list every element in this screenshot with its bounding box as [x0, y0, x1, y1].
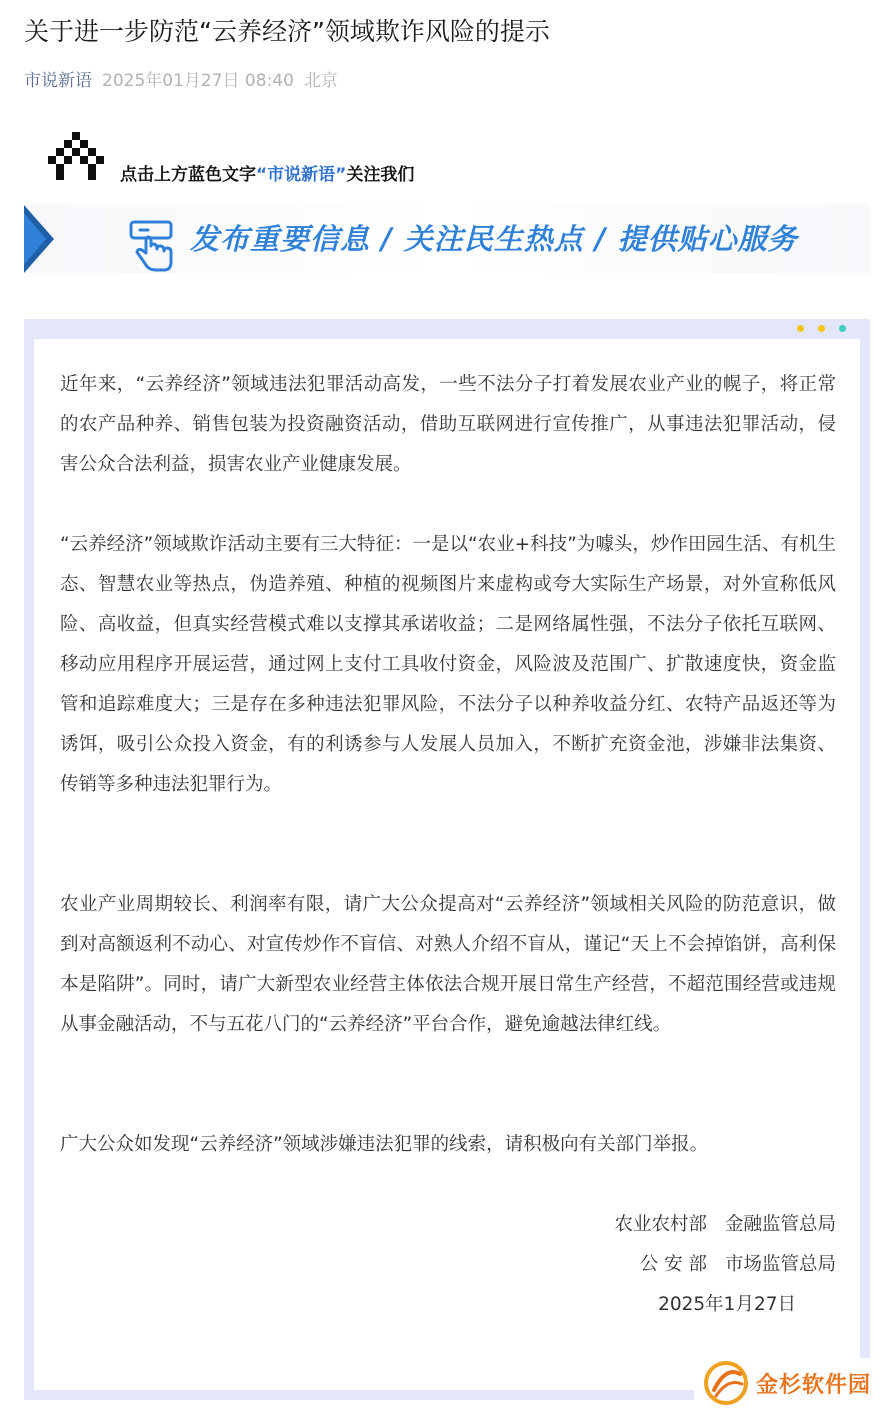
dot-yellow-1	[797, 325, 804, 332]
paragraph-advice: 农业产业周期较长、利润率有限，请广大公众提高对“云养经济”领域相关风险的防范意识，做到对高额返利不动心、对宣传炒作不盲信、对熟人介绍不盲从，谨记“天上不会掉馅饼，高利保本是陷阱”。同时，请广大新型农业经营主体依法合规开展日常生产经营，不超范围经营或违规从事金融活动，不与五花八门的“云养经济”平台合作，避免逾越法律红线。	[60, 894, 836, 1035]
paragraph-report: 广大公众如发现“云养经济”领域涉嫌违法犯罪的线索，请积极向有关部门举报。	[60, 1134, 709, 1155]
pixel-arrow-logo-icon	[48, 132, 108, 184]
slogan-text: 发布重要信息 / 关注民生热点 / 提供贴心服务	[190, 222, 798, 256]
follow-account-highlight: “市说新语”	[256, 165, 347, 185]
content-card	[34, 339, 860, 1390]
chevron-right-icon	[24, 205, 54, 273]
article-title: 关于进一步防范“云养经济”领域欺诈风险的提示	[24, 17, 550, 46]
follow-suffix: 关注我们	[346, 165, 415, 185]
account-name-link[interactable]: 市说新语	[24, 71, 92, 91]
follow-banner	[48, 132, 468, 188]
signature-date: 2025年1月27日	[658, 1294, 796, 1315]
content-card-frame	[24, 319, 870, 1400]
decorative-dots	[797, 325, 846, 332]
hand-tap-icon	[128, 219, 180, 273]
dot-yellow-2	[818, 325, 825, 332]
signature-line-2	[640, 1245, 836, 1285]
watermark-text: 金杉软件园	[756, 1373, 872, 1398]
publish-date: 2025年01月27日 08:40	[102, 71, 294, 91]
follow-instruction	[120, 160, 414, 185]
signature-line-1	[614, 1205, 836, 1245]
signatory-mps: 公 安 部	[639, 1254, 707, 1275]
paragraph-features: “云养经济”领域欺诈活动主要有三大特征：一是以“农业+科技”为噱头，炒作田园生活、有机生态、智慧农业等热点，伪造养殖、种植的视频图片来虚构或夸大实际生产场景，对外宣称低风险、高收益，但真实经营模式难以支撑其承诺收益；二是网络属性强，不法分子依托互联网、移动应用程序开展运营，通过网上支付工具收付资金，风险波及范围广、扩散速度快，资金监管和追踪难度大；三是存在多种违法犯罪风险，不法分子以种养收益分红、农特产品返还等为诱饵，吸引公众投入资金，有的利诱参与人发展人员加入，不断扩充资金池，涉嫌非法集资、传销等多种违法犯罪行为。	[60, 534, 836, 795]
article-meta	[24, 68, 338, 94]
signatory-samr: 市场监管总局	[724, 1254, 836, 1275]
publish-location: 北京	[303, 71, 338, 91]
follow-prefix: 点击上方蓝色文字	[120, 165, 256, 185]
signatory-nfra: 金融监管总局	[724, 1214, 836, 1235]
paragraph-intro: 近年来，“云养经济”领域违法犯罪活动高发，一些不法分子打着发展农业产业的幌子，将正常的农产品种养、销售包装为投资融资活动，借助互联网进行宣传推广，从事违法犯罪活动，侵害公众合法利益，损害农业产业健康发展。	[60, 374, 836, 475]
watermark-logo-icon	[702, 1360, 750, 1406]
dot-teal	[839, 325, 846, 332]
slogan-banner	[24, 205, 870, 273]
signatory-moa: 农业农村部	[614, 1214, 707, 1235]
watermark	[694, 1358, 884, 1408]
